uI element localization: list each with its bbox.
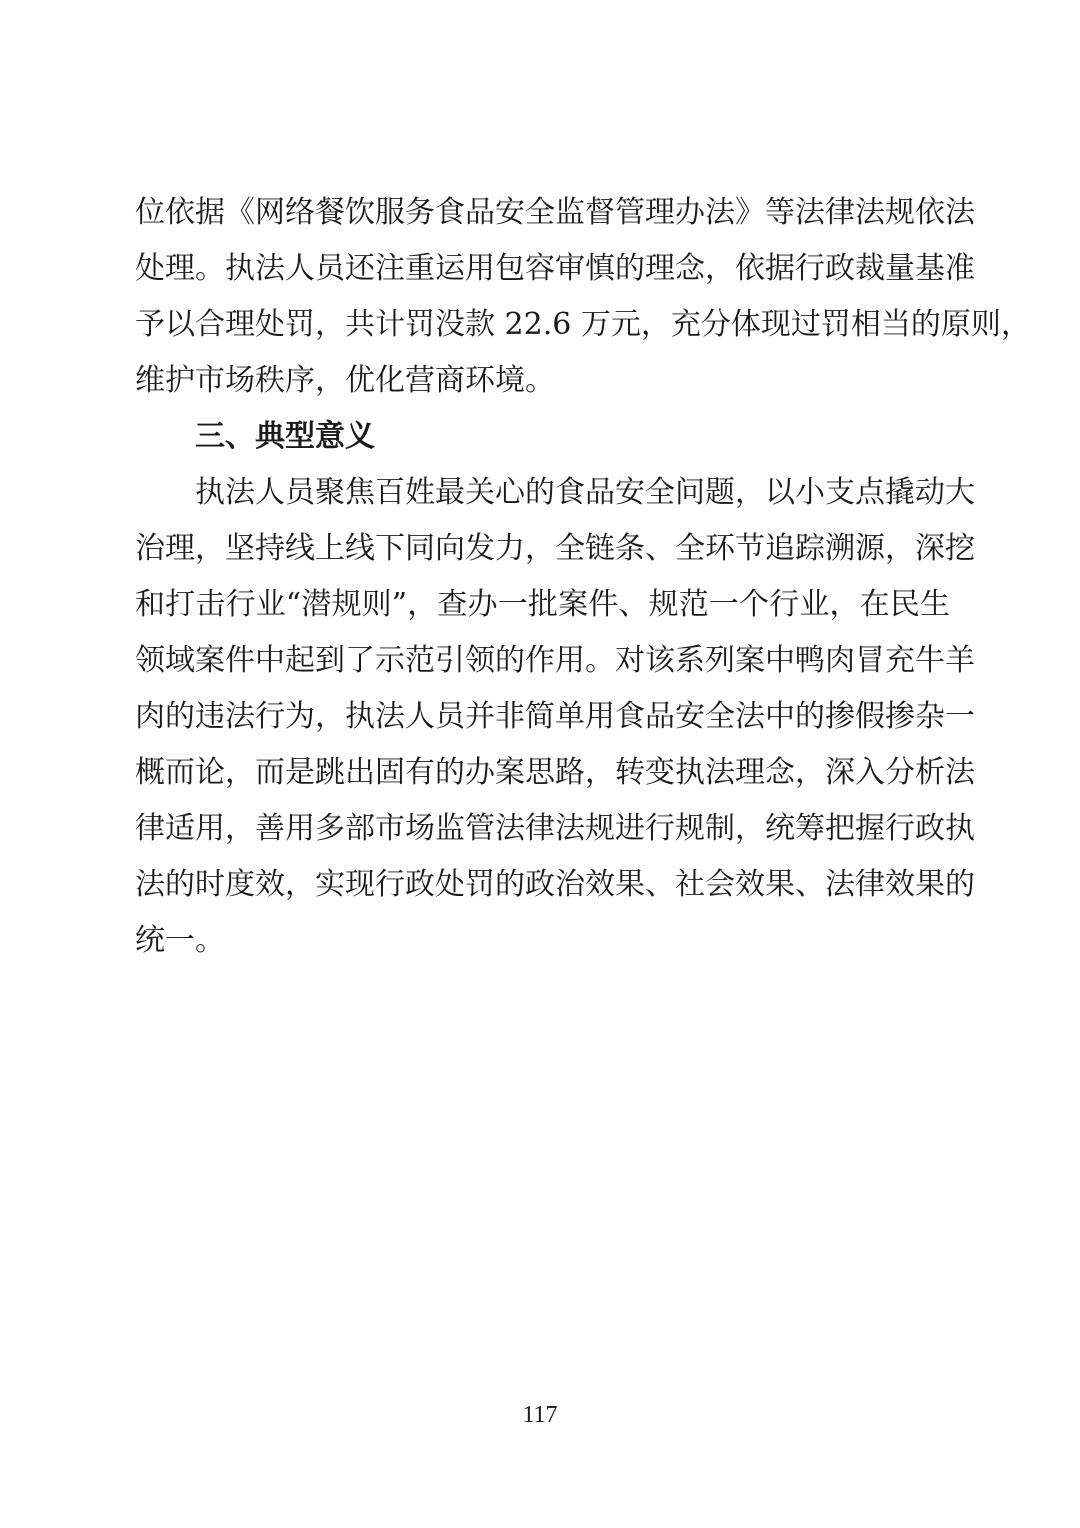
paragraph-line: 予以合理处罚，共计罚没款 22.6 万元，充分体现过罚相当的原则，: [135, 307, 1031, 342]
paragraph-line: 概而论，而是跳出固有的办案思路，转变执法理念，深入分析法: [135, 755, 975, 790]
paragraph-line: 位依据《网络餐饮服务食品安全监督管理办法》等法律法规依法: [135, 195, 975, 230]
paragraph-line: 维护市场秩序，优化营商环境。: [135, 363, 555, 398]
body-text: [135, 185, 1031, 969]
paragraph-line: 处理。执法人员还注重运用包容审慎的理念，依据行政裁量基准: [135, 251, 975, 286]
paragraph-line: 领域案件中起到了示范引领的作用。对该系列案中鸭肉冒充牛羊: [135, 643, 975, 678]
paragraph-line: 治理，坚持线上线下同向发力，全链条、全环节追踪溯源，深挖: [135, 531, 975, 566]
page-number: 117: [522, 1402, 558, 1428]
section-heading: 三、典型意义: [195, 419, 375, 454]
paragraph-line: 执法人员聚焦百姓最关心的食品安全问题，以小支点撬动大: [195, 475, 975, 510]
paragraph-line: 肉的违法行为，执法人员并非简单用食品安全法中的掺假掺杂一: [135, 699, 975, 734]
paragraph-line: 和打击行业“潜规则”，查办一批案件、规范一个行业，在民生: [135, 587, 950, 622]
paragraph-line: 律适用，善用多部市场监管法律法规进行规制，统筹把握行政执: [135, 811, 975, 846]
paragraph-line: 法的时度效，实现行政处罚的政治效果、社会效果、法律效果的: [135, 867, 975, 902]
paragraph-line: 统一。: [135, 923, 225, 958]
